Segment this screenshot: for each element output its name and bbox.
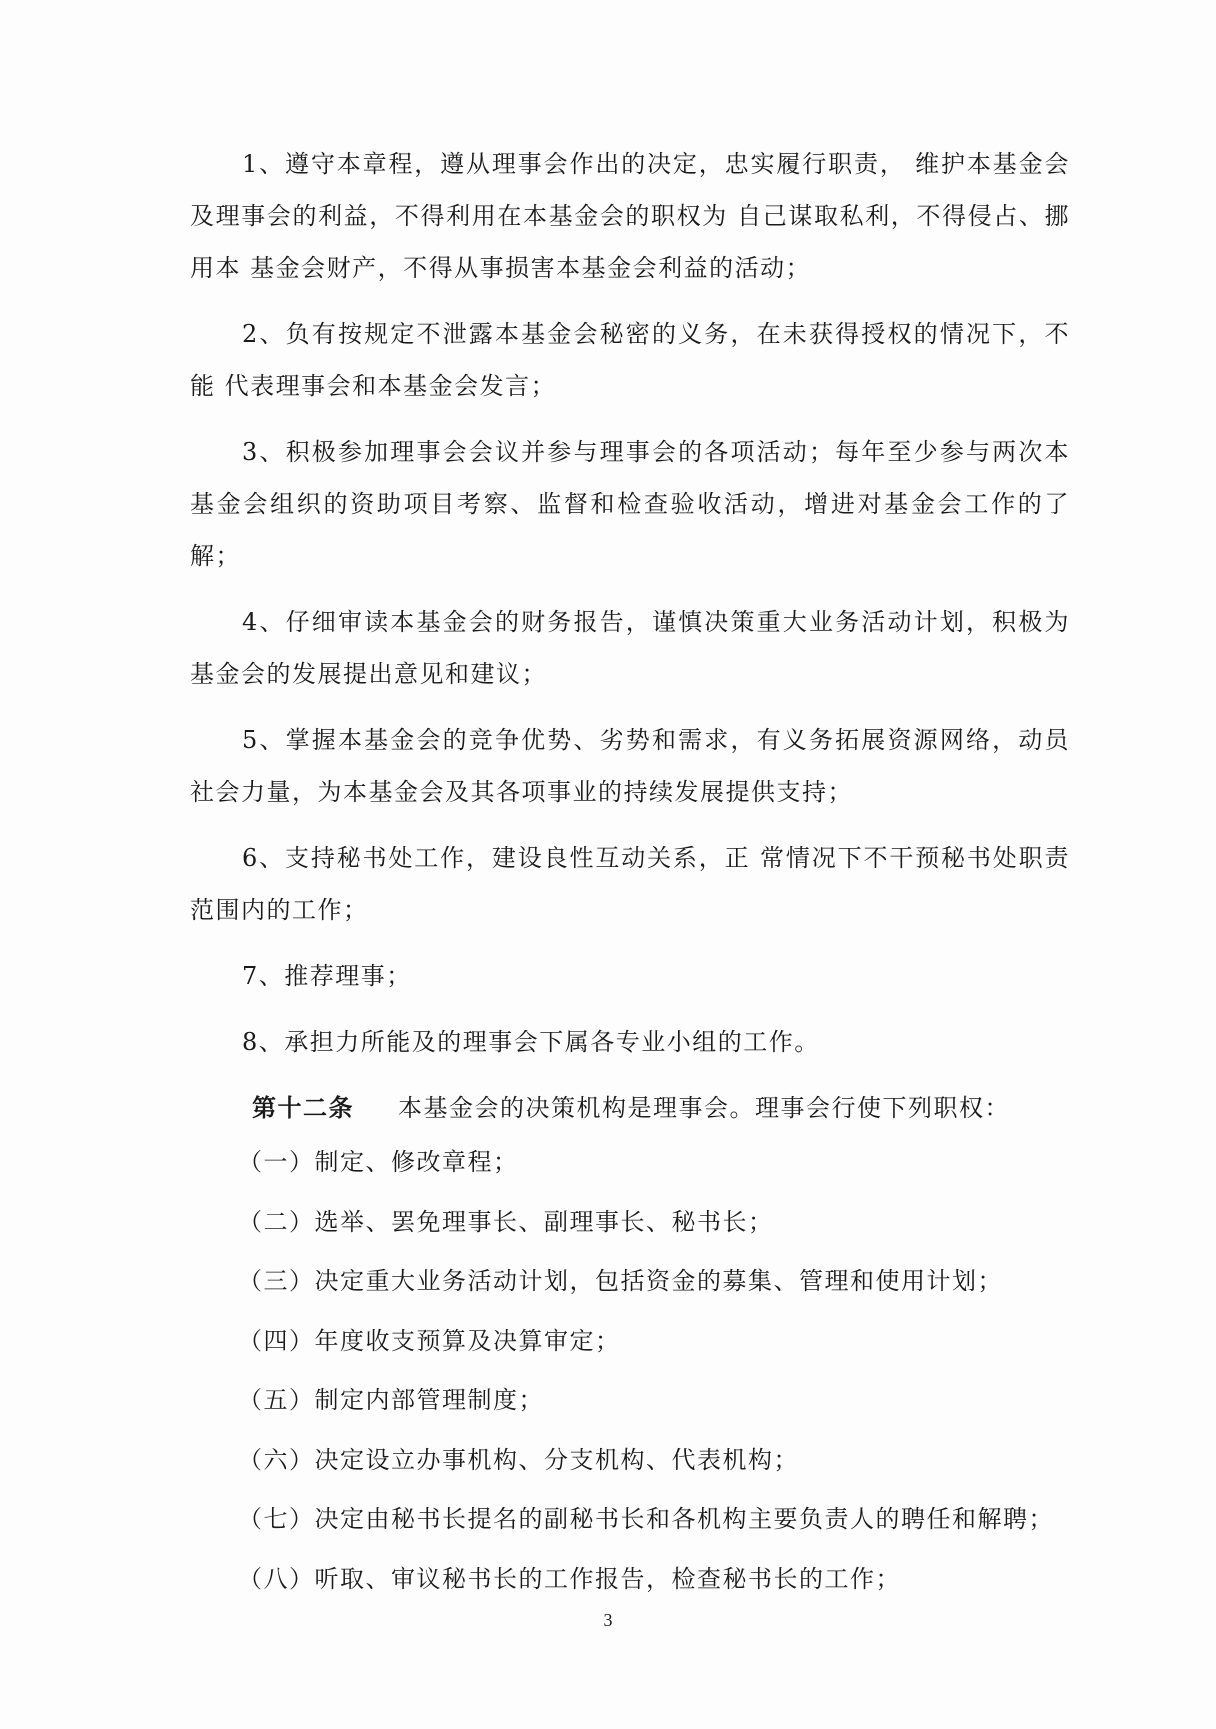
document-body xyxy=(190,138,1070,1616)
clause-item-7: （七）决定由秘书长提名的副秘书长和各机构主要负责人的聘任和解聘； xyxy=(238,1505,1054,1533)
article-label: 第十二条 xyxy=(252,1093,354,1122)
duty-paragraph-1: 1、遵守本章程，遵从理事会作出的决定，忠实履行职责， 维护本基金会及理事会的利益，不得利用在本基金会的职权为 自己谋取私利，不得侵占、挪用本 基金会财产，不得从事损害本基金会利益的活动； xyxy=(190,150,1070,282)
page-number: 3 xyxy=(603,1610,613,1630)
clause-item-2: （二）选举、罢免理事长、副理事长、秘书长； xyxy=(238,1207,774,1236)
duty-paragraph-7: 7、推荐理事； xyxy=(242,962,412,990)
duty-paragraph-6: 6、支持秘书处工作，建设良性互动关系，正 常情况下不干预秘书处职责范围内的工作； xyxy=(190,844,1070,924)
clause-item-4: （四）年度收支预算及决算审定； xyxy=(238,1326,621,1355)
clause-item-3: （三）决定重大业务活动计划，包括资金的募集、管理和使用计划； xyxy=(238,1267,1003,1295)
article-text: 本基金会的决策机构是理事会。理事会行使下列职权： xyxy=(398,1094,1010,1122)
duty-paragraph-5: 5、掌握本基金会的竞争优势、劣势和需求，有义务拓展资源网络，动员社会力量，为本基金会及其各项事业的持续发展提供支持； xyxy=(190,726,1070,806)
clause-item-5: （五）制定内部管理制度； xyxy=(238,1386,544,1414)
clause-item-1: （一）制定、修改章程； xyxy=(238,1148,519,1176)
clause-item-8: （八）听取、审议秘书长的工作报告，检查秘书长的工作； xyxy=(238,1564,901,1593)
duty-paragraph-4: 4、仔细审读本基金会的财务报告，谨慎决策重大业务活动计划，积极为基金会的发展提出意见和建议； xyxy=(190,608,1070,688)
clause-item-6: （六）决定设立办事机构、分支机构、代表机构； xyxy=(238,1445,799,1474)
clause-list xyxy=(190,1140,1070,1601)
duty-paragraph-3: 3、积极参加理事会会议并参与理事会的各项活动；每年至少参与两次本基金会组织的资助项目考察、监督和检查验收活动，增进对基金会工作的了解； xyxy=(190,438,1070,570)
duty-paragraph-2: 2、负有按规定不泄露本基金会秘密的义务，在未获得授权的情况下，不能 代表理事会和本基金会发言； xyxy=(190,320,1070,400)
article-twelve xyxy=(190,1082,1070,1134)
duty-paragraph-8: 8、承担力所能及的理事会下属各专业小组的工作。 xyxy=(242,1028,820,1056)
